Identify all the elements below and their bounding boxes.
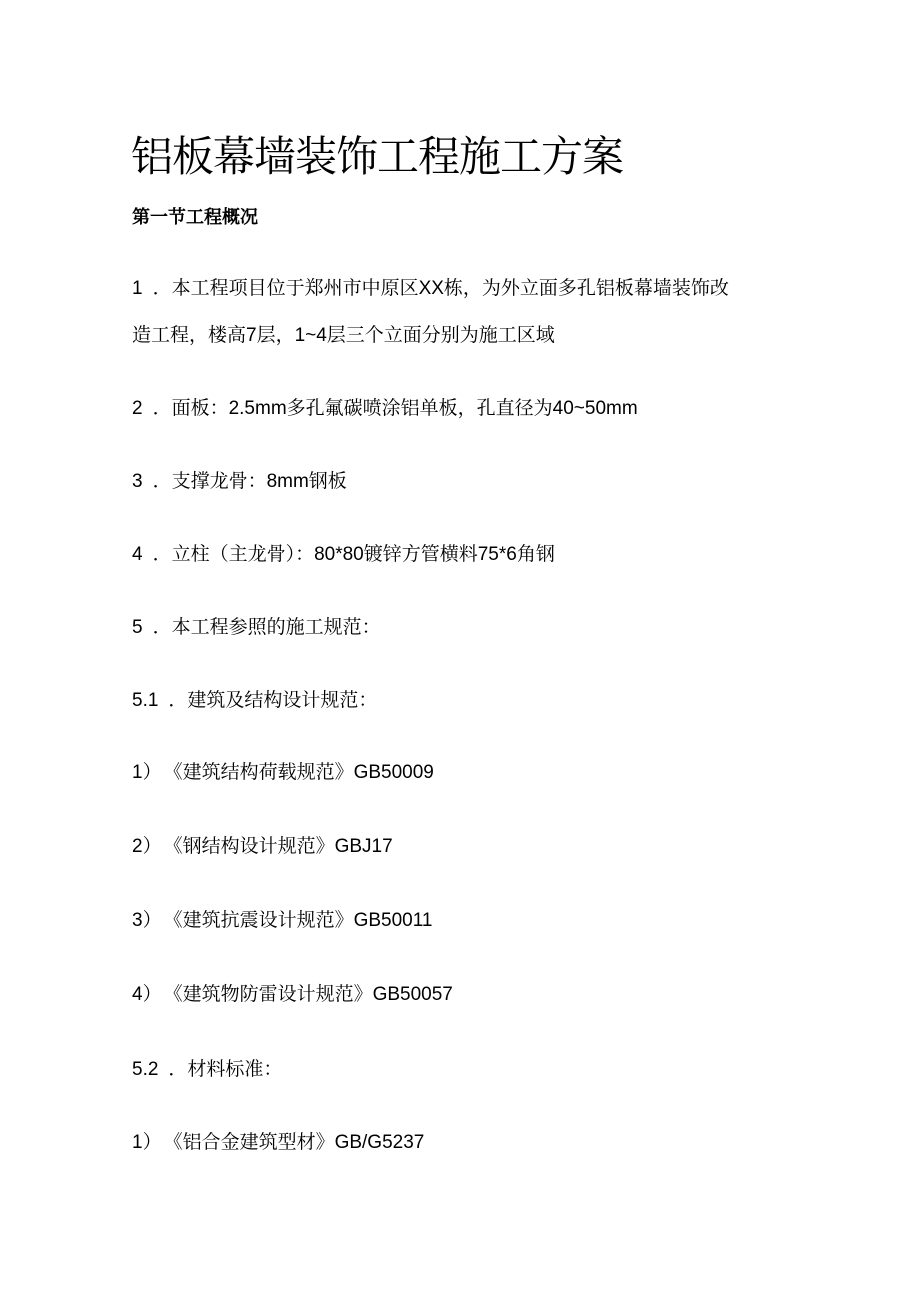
list-item (132, 908, 432, 934)
item-number: 5.2 (132, 1059, 159, 1080)
list-item (132, 982, 453, 1008)
item-number: 4 (132, 544, 143, 565)
item-text: ．支撑龙骨：8mm钢板 (152, 471, 347, 492)
item-number: 1 (132, 278, 143, 299)
item-text: ．建筑及结构设计规范： (168, 690, 378, 711)
item-text: ．材料标准： (168, 1059, 283, 1080)
item-number: 2） (132, 836, 162, 857)
item-text: ．面板：2.5mm多孔氟碳喷涂铝单板，孔直径为40~50mm (152, 398, 638, 419)
item-text: 《铝合金建筑型材》GB/G5237 (163, 1132, 425, 1153)
item-number: 1） (132, 762, 162, 783)
item-text: 造工程，楼高7层，1~4层三个立面分别为施工区域 (132, 325, 555, 346)
list-item (132, 688, 377, 714)
list-item (132, 469, 347, 495)
list-item (132, 1130, 424, 1156)
item-number: 3 (132, 471, 143, 492)
section-heading: 第一节工程概况 (132, 207, 258, 227)
item-number: 2 (132, 398, 143, 419)
item-number: 5 (132, 617, 143, 638)
document-title: 铝板幕墙装饰工程施工方案 (131, 132, 624, 181)
item-number: 4） (132, 984, 162, 1005)
list-item (132, 1057, 282, 1083)
item-text: 《建筑物防雷设计规范》GB50057 (163, 984, 453, 1005)
list-item (132, 834, 393, 860)
item-text: ．本工程项目位于郑州市中原区XX栋，为外立面多孔铝板幕墙装饰改 (152, 278, 729, 299)
item-text: 《建筑结构荷载规范》GB50009 (163, 762, 434, 783)
item-text: ．本工程参照的施工规范： (152, 617, 381, 638)
item-number: 1） (132, 1132, 162, 1153)
list-item (132, 615, 381, 641)
item-number: 3） (132, 910, 162, 931)
item-number: 5.1 (132, 690, 159, 711)
item-text: 《钢结构设计规范》GBJ17 (163, 836, 393, 857)
list-item-continuation (132, 323, 555, 349)
item-text: ．立柱（主龙骨）：80*80镀锌方管横料75*6角钢 (152, 544, 555, 565)
list-item (132, 542, 555, 568)
list-item (132, 276, 729, 302)
list-item (132, 760, 434, 786)
list-item (132, 396, 638, 422)
item-text: 《建筑抗震设计规范》GB50011 (163, 910, 433, 931)
